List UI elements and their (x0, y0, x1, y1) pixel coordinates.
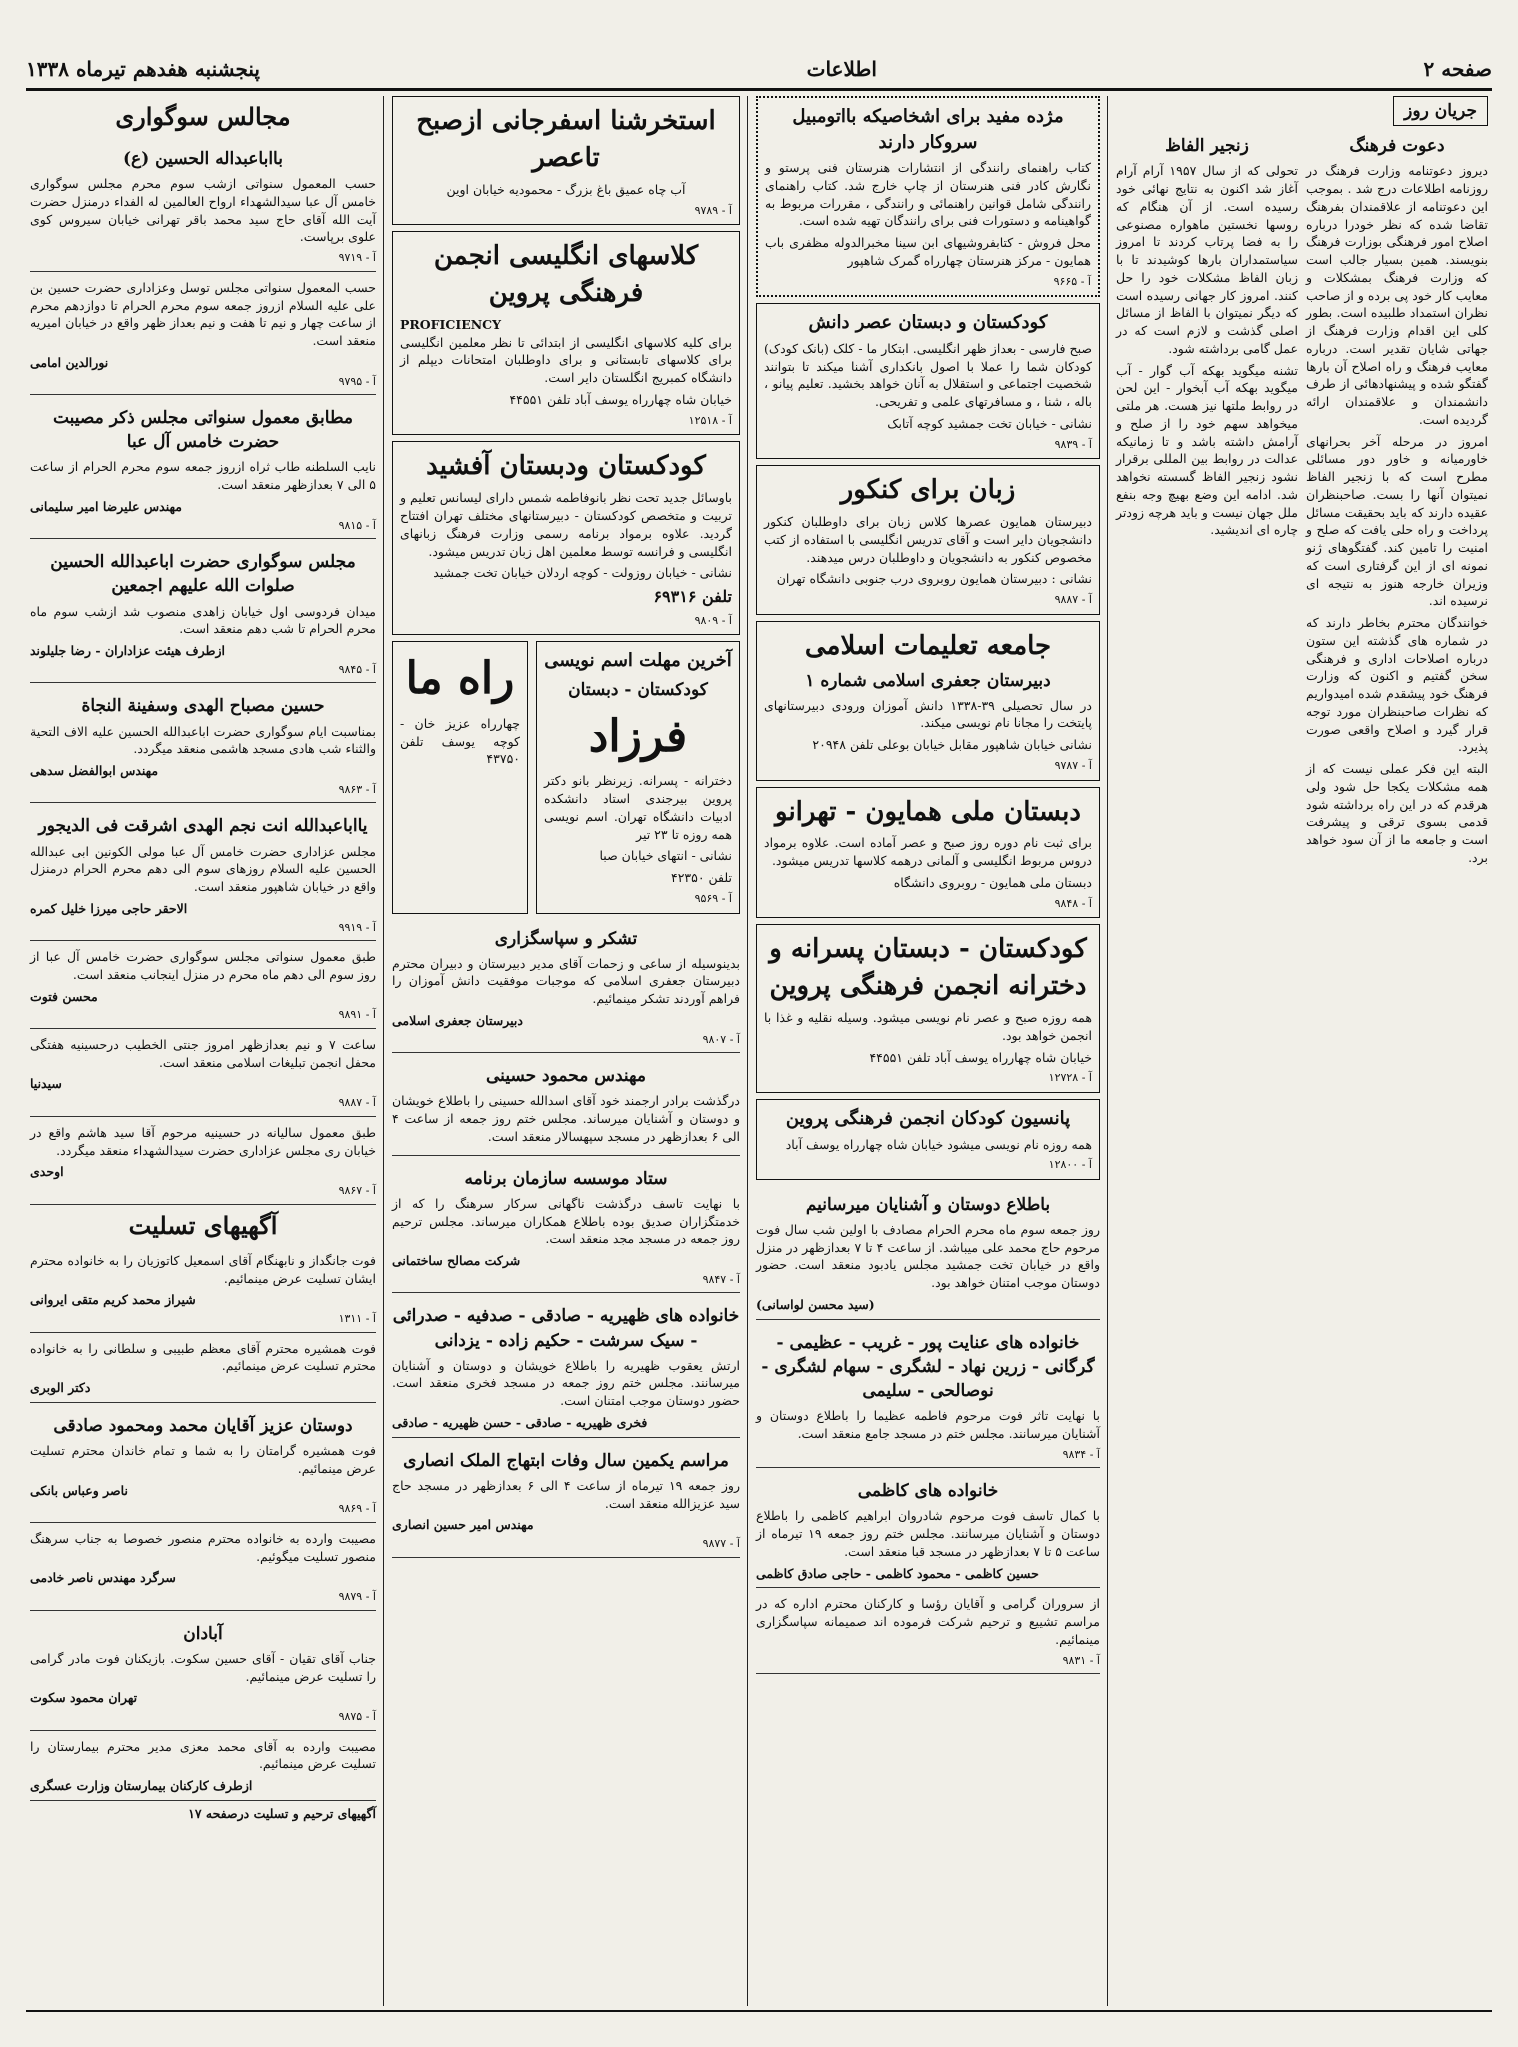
item-heading: بااباعبداله الحسین (ع) (123, 149, 283, 170)
list-item (30, 945, 376, 1029)
editorial-body-a: دیروز دعوتنامه وزارت فرهنگ در روزنامه اطلاعات درج شد . بموجب این دعوتنامه از علاقمندان بفرهنگ تقاضا شده که نظر خودرا درباره اصلاح امور فرهنگی بوزارت فرهنگ بنویسند. همین بسیار جالب است که وزارت فرهنگ بمشکلات و معایب کار خود پی برده و از صاحب نظران استمداد طلبیده است. بطور کلی این اقدام وزارت فرهنگ از جهاتی شایان تقدیر است. درباره معایب فرهنگ و راه اصلاح آن بارها گفتگو شده و پیشنهادهائی از طرف دانشمندان و علاقمندان ارائه گردیده است. (1305, 163, 1488, 427)
section-title: جریان روز (1393, 96, 1488, 126)
ad-code: آ - ۹۷۸۷ (1054, 758, 1092, 772)
page-label: صفحه ۲ (1423, 57, 1492, 81)
item-code: آ - ۹۸۴۵ (338, 662, 376, 676)
notice-thanks-school (392, 920, 740, 1054)
ad-phone: تلفن ۶۹۳۱۶ (653, 587, 732, 606)
ad-title: کودکستان و دبستان عصر دانش (808, 312, 1048, 334)
list-item (30, 687, 376, 803)
notice-families (756, 1324, 1100, 1468)
notice-kazemi (756, 1472, 1100, 1588)
ad-code: آ - ۹۸۴۸ (1054, 896, 1092, 910)
ad-name: فرزاد (588, 711, 688, 762)
item-heading: حسین مصباح الهدی وسفینة النجاة (81, 696, 325, 717)
list-item (30, 1527, 376, 1611)
ad-body: دخترانه - پسرانه. زیرنظر بانو دکتر پروین بیرجندی استاد دانشکده ادبیات دانشگاه تهران. اسم نویسی همه روزه تا ۲۳ تیر (544, 773, 732, 842)
item-code: آ - ۹۸۶۷ (338, 1184, 376, 1198)
ad-code: آ - ۹۶۶۵ (1053, 274, 1091, 288)
item-code: آ - ۹۸۸۷ (338, 1096, 376, 1110)
ad-code: آ - ۱۲۸۰۰ (1048, 1158, 1092, 1172)
item-body: بمناسبت ایام سوگواری حضرت اباعبدالله الحسین علیه الاف التحیة والثناء شب هادی مسجد هاشمی منعقد میگردد. (30, 723, 376, 757)
ad-title: کودکستان - دبستان پسرانه و دخترانه انجمن فرهنگی پروین (769, 934, 1087, 1002)
ad-subtitle: دبیرستان جعفری اسلامی شماره ۱ (805, 670, 1051, 691)
column-divider (1107, 96, 1108, 2006)
item-signature: مهندس ابوالفضل سدهی (30, 763, 159, 779)
notice-code: آ - ۹۸۰۷ (702, 1032, 740, 1046)
ad-swimming-pool (392, 96, 740, 225)
item-body: نایب السلطنه طاب ثراه ازروز جمعه سوم محرم الحرام از ساعت ۵ الی ۷ بعدازظهر منعقد است. (30, 459, 376, 493)
item-code: آ - ۹۸۶۳ (338, 782, 376, 796)
ad-code: آ - ۹۸۸۷ (1054, 593, 1092, 607)
item-body: مصیبت وارده به آقای محمد معزی مدیر محترم بیمارستان را تسلیت عرض مینمائیم. (30, 1738, 376, 1772)
notice-signature: حسین کاظمی - محمود کاظمی - حاجی صادق کاظمی (756, 1565, 1039, 1581)
ad-parvin-pension (756, 1099, 1100, 1180)
ad-asr-danesh (756, 303, 1100, 459)
ad-title: کلاسهای انگلیسی انجمن فرهنگی پروین (433, 241, 699, 309)
item-body: میدان فردوسی اول خیابان زاهدی منصوب شد ازشب سوم ماه محرم الحرام تا شب دهم منعقد است. (30, 603, 376, 637)
ad-address: نشانی خیابان شاهپور مقابل خیابان بوعلی تلفن ۲۰۹۴۸ (812, 737, 1092, 753)
ad-address: محل فروش - کتابفروشیهای ابن سینا مخبرالدوله مظفری باب همایون - مرکز هنرستان چهارراه گمرک شاهپور (765, 235, 1091, 268)
item-body: مصیبت وارده به خانواده محترم منصور خصوصا به جناب سرهنگ منصور تسلیت میگوئیم. (30, 1530, 376, 1564)
ad-body: صبح فارسی - بعداز ظهر انگلیسی. ابتکار ما - کلک (بانک کودک) کودکان شما را عملا با اصول بانکداری آشنا میکند تا بتوانند شخصیت اجتماعی و استقلال به آنان خواهد بخشید. تعلیم پیانو ، باله ، شنا ، و مسافرتهای علمی و تفریحی. (764, 340, 1092, 409)
condolence-title: آگهیهای تسلیت (128, 1210, 278, 1240)
item-body: حسب المعمول سنواتی مجلس توسل وعزاداری حضرت حسین بن علی علیه السلام ازروز جمعه سوم محرم الحرام تا دوازدهم محرم از ساعت چهار و نیم تا هفت و نیم بعداز ظهر واقع در خیابان امیریه منعقد است. (30, 279, 376, 349)
condolence-list (30, 1249, 376, 1801)
ad-code: آ - ۱۲۷۲۸ (1048, 1071, 1092, 1085)
item-signature: ازطرف کارکنان بیمارستان وزارت عسگری (30, 1778, 253, 1794)
ad-address: نشانی : دبیرستان همایون روبروی درب جنوبی دانشگاه تهران (776, 571, 1092, 587)
item-code: آ - ۹۹۱۹ (338, 920, 376, 934)
ad-parvin-school (756, 924, 1100, 1093)
column-divider (383, 96, 384, 2006)
ad-body: آب چاه عمیق باغ بزرگ - محمودیه خیابان اوین (446, 181, 686, 197)
notice-title: مراسم یکمین سال وفات ابتهاج الملک انصاری (403, 1450, 729, 1471)
ad-body: همه روزه نام نویسی میشود خیابان شاه چهارراه یوسف آباد (785, 1136, 1092, 1152)
ad-driving-book (756, 96, 1100, 297)
ad-address: خیابان شاه چهارراه یوسف آباد تلفن ۴۴۵۵۱ (509, 391, 732, 407)
notice-body: با کمال تاسف فوت مرحوم شادروان ابراهیم کاظمی را باطلاع دوستان و آشنایان میرسانند. مجلس ختم روز جمعه ۱۹ تیرماه از ساعت ۵ تا ۷ بعدازظهر در مسجد قبا منعقد است. (756, 1508, 1100, 1559)
item-body: جناب آقای تقیان - آقای حسین سکوت. بازیکنان فوت مادر گرامی را تسلیت عرض مینمائیم. (30, 1650, 376, 1684)
editorial-body-c: امروز در مرحله آخر بحرانهای خاورمیانه و خاور دور مسائلی مطرح است که با زنجیر الفاظ نمیتوان آنها را بست. صاحبنظران عقیده دارند که باید بحقیقت مسائل پرداخت و راه حلی یافت که صلح و امنیت را تامین کند. گفتگوهای ژنو نمونه ای از این گرفتاری است که وزیران خارجه هنوز به نتیجه ای نرسیده اند. (1306, 433, 1488, 609)
notice-signature: مهندس امیر حسین انصاری (392, 1517, 534, 1533)
list-item (30, 1121, 376, 1205)
item-signature: سیدنیا (30, 1076, 62, 1092)
footer-rule (26, 2010, 1492, 2012)
item-heading: مجلس سوگواری حضرت اباعبدالله الحسین صلوات الله علیهم اجمعین (50, 552, 356, 597)
list-item (30, 807, 376, 941)
ad-body: برای کلیه کلاسهای انگلیسی از ابتدائی تا نظر معلمین انگلیسی برای کلاسهای تابستانی و برای داوطلبان امتحانات دیپلم از دانشگاه کمبریج انگلستان دایر است. (400, 334, 732, 386)
mourning-column (24, 96, 382, 2004)
notice-thanks (756, 1592, 1100, 1674)
notice-body: روز جمعه ۱۹ تیرماه از ساعت ۴ الی ۶ بعدازظهر در مسجد حاج سید عزیزالله منعقد است. (392, 1477, 741, 1511)
item-body: طبق معمول سنواتی مجلس سوگواری حضرت خامس آل عبا از روز سوم الی دهم ماه محرم در منزل اینجانب منعقد است. (30, 949, 376, 982)
list-item (30, 1033, 376, 1117)
item-body: فوت همشیره محترم آقای معظم طبیبی و سلطانی را به خانواده محترم تسلیت عرض مینمائیم. (30, 1340, 376, 1374)
item-code: آ - ۹۸۹۱ (338, 1008, 376, 1022)
ad-body: همه روزه صبح و عصر نام نویسی میشود. وسیله نقلیه و غذا با انجمن خواهد بود. (764, 1010, 1092, 1043)
ad-title: مژده مفید برای اشخاصیکه بااتومبیل سروکار دارند (792, 106, 1064, 153)
ad-title: کودکستان ودبستان آفشید (426, 451, 706, 482)
editorial-body-d: تشنه میگوید بهکه آب گوار - آب میگوید بهکه آب آبخوار - این لحن در روابط ملتها نیز هست. هر ملتی میخواهد سهم خود را از صلح و آرامش داشته باشد و تا زمانیکه عدالت در روابط بین المللی برقرار نشود زنجیر الفاظ گسسته نخواهد شد. ادامه این وضع بهیچ وجه بنفع ملل جهان نیست و باید هرچه زودتر چاره ای اندیشید. (1116, 362, 1298, 538)
ad-title: دبستان ملی همایون - تهرانو (775, 796, 1081, 827)
item-body: حسب المعمول سنواتی ازشب سوم محرم مجلس سوگواری خامس آل عبا سیدالشهداء ارواح العالمین له الفداء درمنزل حضرت آیت الله آقای حاج سید محمد باقر تهرانی خیابان سیروس کوی علوی برپاست. (30, 176, 376, 245)
item-code: آ - ۹۸۱۵ (338, 518, 376, 532)
list-item (30, 1337, 376, 1403)
item-heading: آبادان (183, 1623, 223, 1644)
ad-body: باوسائل جدید تحت نظر بانوفاطمه شمس دارای لیسانس تعلیم و تربیت و متخصص کودکستان - دبیرستانهای مختلف تهران افتتاح گردید. علاوه برمواد برنامه رسمی وزارت فرهنگ زبانهای انگلیسی و فرانسه توسط معلمین اهل زبان تدریس میشود. (400, 490, 732, 559)
ad-title: پانسیون کودکان انجمن فرهنگی پروین (785, 1107, 1071, 1129)
notice-title: ستاد موسسه سازمان برنامه (464, 1168, 668, 1189)
ad-code: آ - ۹۷۸۹ (694, 203, 732, 217)
ad-phone: تلفن ۴۲۳۵۰ (670, 870, 732, 886)
ad-english-classes (392, 231, 740, 435)
notice-staff (392, 1160, 740, 1294)
list-item (30, 276, 376, 395)
ad-row (392, 641, 740, 919)
notice-hosseini (392, 1057, 740, 1155)
date-line: پنجشنبه هفدهم تیرماه ۱۳۳۸ (26, 57, 260, 81)
ad-title: استخرشنا اسفرجانی ازصبح تاعصر (416, 106, 716, 173)
item-body: ساعت ۷ و نیم بعدازظهر امروز جنتی الخطیب درحسینیه هفتگی محفل انجمن تبلیغات اسلامی منعقد است. (30, 1036, 376, 1070)
notice-title: خانواده های عنایت پور - غریب - عظیمی - گرگانی - زرین نهاد - لشگری - سهام لشگری - نوصالحی - سلیمی (761, 1332, 1095, 1401)
item-body: مجلس عزاداری حضرت خامس آل عبا مولی الکونین ابی عبدالله الحسین علیه السلام روزهای سوم الی دهم محرم الحرام درمنزل واقع در خیابان شاهپور منعقد است. (30, 843, 376, 894)
item-body: طبق معمول سالیانه در حسینیه مرحوم آقا سید هاشم واقع در خیابان ری مجلس عزاداری حضرت سیدالشهداء منعقد میگردد. (30, 1124, 376, 1158)
editorial-title-b: زنجیر الفاظ (1165, 136, 1249, 157)
notice-body: درگذشت برادر ارجمند خود آقای اسدالله حسینی را باطلاع خویشان و دوستان و آشنایان میرساند. مجلس ختم روز جمعه از ساعت ۴ الی ۶ بعدازظهر در مسجد سپهسالار منعقد است. (392, 1093, 740, 1144)
notice-signature: شرکت مصالح ساختمانی (392, 1253, 521, 1269)
ad-body: چهارراه عزیز خان - کوچه یوسف تلفن ۴۳۷۵۰ (400, 715, 520, 767)
notice-title: باطلاع دوستان و آشنایان میرسانیم (805, 1194, 1051, 1215)
notice-body: با نهایت تاثر فوت مرحوم فاطمه عظیما را باطلاع دوستان و آشنایان میرسانند. مجلس ختم در مسجد جامع منعقد است. (756, 1408, 1100, 1441)
ad-konkur (756, 465, 1100, 615)
list-item (30, 140, 376, 272)
ad-title: جامعه تعلیمات اسلامی (804, 630, 1052, 661)
paper-name: اطلاعات (806, 57, 877, 81)
ad-code: آ - ۹۸۰۹ (694, 613, 732, 627)
item-body: فوت همشیره گرامتان را به شما و تمام خاندان محترم تسلیت عرض مینمائیم. (30, 1443, 376, 1476)
ad-homayoun-school (756, 787, 1100, 919)
notice-ansari (392, 1442, 740, 1558)
item-code: آ - ۹۸۶۹ (338, 1502, 376, 1516)
item-signature: دکتر الوبری (30, 1380, 91, 1396)
notice-code: آ - ۹۸۴۷ (702, 1272, 740, 1286)
list-item (30, 1615, 376, 1731)
notice-body: از سروران گرامی و آقایان رؤسا و کارکنان محترم اداره که در مراسم تشییع و ترحیم شرکت فرموده اند صمیمانه سپاسگزاری مینمائیم. (756, 1596, 1100, 1647)
ad-address: نشانی - انتهای خیابان صبا (599, 848, 732, 864)
footer-note: آگهیهای ترحیم و تسلیت درصفحه ۱۷ (188, 1805, 376, 1821)
masthead (26, 52, 1492, 86)
item-signature: تهران محمود سکوت (30, 1690, 138, 1706)
mourning-title: مجالس سوگواری (115, 102, 291, 131)
ad-afshid-school (392, 441, 740, 635)
ads-column-center-right (750, 96, 1106, 2004)
notice-title: خانواده های کاظمی (857, 1481, 999, 1502)
item-signature: محسن فتوت (30, 988, 98, 1004)
item-heading: یااباعبدالله انت نجم الهدی اشرقت فی الدیجور (38, 816, 368, 837)
ad-title: زبان برای کنکور (840, 475, 1016, 506)
editorial-column (1110, 96, 1494, 2004)
ad-rah-ma (392, 641, 528, 913)
list-item (30, 1735, 376, 1801)
ad-code: آ - ۹۵۶۹ (694, 891, 732, 905)
ad-islamic-society (756, 621, 1100, 781)
item-code: آ - ۹۸۷۹ (338, 1590, 376, 1604)
notice-code: آ - ۹۸۷۷ (702, 1537, 740, 1551)
ad-code: آ - ۹۸۳۹ (1054, 437, 1092, 451)
notice-zahiriyeh (392, 1297, 740, 1437)
editorial-body-b: تحولی که از سال ۱۹۵۷ آرام آرام آغاز شد اکنون به نتایج نهائی خود رسیده است. از آن هنگام که روسها نخستین ماهواره مصنوعی را به فضا پرتاب کردند تا امروز سیاستمداران بارها کوشیدند تا با زبان الفاظ مشکلات خود را حل کنند. امروز کار جهانی رسیده است که دیگر نمیتوان با الفاظ از مسائل اصلی گذشت و لازم است که در عمل گامی برداشته شود. (1116, 163, 1298, 356)
column-divider (747, 96, 748, 2006)
ad-body: دبیرستان همایون عصرها کلاس زبان برای داوطلبان کنکور دانشجویان دایر است و آقای تدریس انگلیسی با استفاده از کتب مخصوص کنکور به دانشجویان و داوطلبان درس میدهند. (764, 514, 1092, 565)
notice-body: با نهایت تاسف درگذشت ناگهانی سرکار سرهنگ را که از خدمتگزاران صدیق بوده باطلاع همکاران میرساند. مجلس ترحیم روز جمعه در مسجد مجد منعقد است. (392, 1195, 740, 1247)
ad-code: آ - ۱۲۵۱۸ (688, 413, 732, 427)
item-signature: مهندس علیرضا امیر سلیمانی (30, 498, 182, 514)
item-signature: شیراز محمد کریم متقی ایروانی (30, 1292, 196, 1308)
item-body: فوت جانگداز و نابهنگام آقای اسمعیل کاتوزیان را به خانواده محترم ایشان تسلیت عرض مینمائیم. (30, 1252, 376, 1286)
notice-signature: دبیرستان جعفری اسلامی (392, 1012, 523, 1028)
item-heading: مطابق معمول سنواتی مجلس ذکر مصیبت حضرت خامس آل عبا (52, 408, 353, 453)
mourning-list (30, 140, 376, 1205)
notice-title: مهندس محمود حسینی (486, 1066, 646, 1087)
item-signature: ناصر وعباس بانکی (30, 1482, 128, 1498)
notice-code: آ - ۹۸۳۴ (1062, 1447, 1100, 1461)
item-signature: الاحقر حاجی میرزا خلیل کمره (30, 900, 188, 916)
ad-subtitle: کودکستان - دبستان (568, 679, 708, 700)
ad-body: در سال تحصیلی ۳۹-۱۳۳۸ دانش آموزان ورودی دبیرستانهای پایتخت را مجانا نام نویسی میکند. (764, 697, 1092, 731)
list-item (30, 543, 376, 683)
notice-body: روز جمعه سوم ماه محرم الحرام مصادف با اولین شب سال فوت مرحوم حاج محمد علی میباشد. از ساعت ۴ تا ۷ بعدازظهر در منزل واقع در خیابان تخت جمشید مجلس یادبود منعقد است. حضور دوستان موجب امتنان خواهد بود. (756, 1221, 1100, 1291)
item-signature: سرگرد مهندس ناصر خادمی (30, 1570, 176, 1586)
editorial-body-f: البته این فکر عملی نیست که از همه مشکلات یکجا حل شود ولی هرقدم که در این راه برداشته شود قدمی بسوی ترقی و پیشرفت است و جامعه ما از آن سود خواهد برد. (1306, 761, 1488, 865)
notice-body: ارتش یعقوب ظهیریه را باطلاع خویشان و دوستان و آشنایان میرسانند. مجلس ختم روز جمعه در مسجد فخری منعقد است. حضور دوستان موجب امتنان است. (392, 1357, 740, 1409)
list-item (30, 1249, 376, 1333)
ad-title: راه ما (405, 653, 515, 705)
notice-body: بدینوسیله از ساعی و زحمات آقای مدیر دبیرستان و دبیران محترم دبیرستان جعفری اسلامی که موجبات موفقیت دانش آموزان را فراهم آوردند تشکر مینمائیم. (392, 955, 740, 1007)
editorial-body-e: خوانندگان محترم بخاطر دارند که در شماره های گذشته این ستون درباره اصلاحات اداری و فرهنگی سخن گفتیم و اکنون که وزارت فرهنگ خود پیشقدم شده امیدواریم که نظرات صاحبنظران مورد توجه قرار گیرد و اصلاح واقعی صورت پذیرد. (1306, 615, 1488, 755)
notice-memorial (756, 1186, 1100, 1320)
item-code: آ - ۱۳۱۱ (338, 1312, 376, 1326)
editorial-title-a: دعوت فرهنگ (1349, 136, 1445, 157)
ad-title: آخرین مهلت اسم نویسی (544, 650, 732, 672)
item-code: آ - ۹۸۷۵ (338, 1710, 376, 1724)
ad-body: برای ثبت نام دوره روز صبح و عصر آماده است. علاوه برمواد دروس مربوط انگلیسی و آلمانی درهمه کلاسها تدریس میشود. (764, 835, 1092, 869)
notice-signature: (سید محسن لواسانی) (756, 1296, 875, 1312)
item-signature: اوحدی (30, 1164, 64, 1180)
notice-title: خانواده های ظهیریه - صادقی - صدفیه - صدرائی - سیک سرشت - حکیم زاده - یزدانی (392, 1306, 740, 1351)
ad-farzad-school (536, 641, 740, 913)
item-signature: ازطرف هیئت عزاداران - رضا جلیلوند (30, 643, 225, 659)
notice-title: تشکر و سپاسگزاری (494, 928, 638, 949)
masthead-rule (26, 88, 1492, 91)
ad-body: کتاب راهنمای رانندگی از انتشارات هنرستان فنی پرستو و نگارش کادر فنی هنرستان از چاپ خارج شد. کتاب راهنمای رانندگی شامل قوانین راهنمائی و رانندگی ، مقررات مربوط به گواهینامه و دستورات فنی برای رانندگان تهیه شده است. (765, 160, 1091, 229)
ad-address: دبستان ملی همایون - روبروی دانشگاه (893, 874, 1092, 890)
ad-address: نشانی - خیابان روزولت - کوچه اردلان خیابان تخت جمشید (433, 565, 732, 581)
notice-code: آ - ۹۸۳۱ (1062, 1653, 1100, 1667)
ad-address: خیابان شاه چهارراه یوسف آباد تلفن ۴۴۵۵۱ (869, 1049, 1092, 1065)
list-item (30, 399, 376, 539)
notice-signature: فخری ظهیریه - صادقی - حسن ظهیریه - صادقی (392, 1414, 648, 1430)
item-code: آ - ۹۷۱۹ (338, 251, 376, 265)
item-signature: نورالدین امامی (30, 354, 109, 370)
ad-address: نشانی - خیابان تخت جمشید کوچه آتابک (887, 415, 1092, 431)
ads-column-center-left (386, 96, 746, 2004)
item-code: آ - ۹۷۹۵ (338, 374, 376, 388)
item-heading: دوستان عزیز آقایان محمد ومحمود صادقی (53, 1415, 353, 1436)
list-item (30, 1407, 376, 1523)
ad-subtitle: PROFICIENCY (400, 316, 502, 332)
